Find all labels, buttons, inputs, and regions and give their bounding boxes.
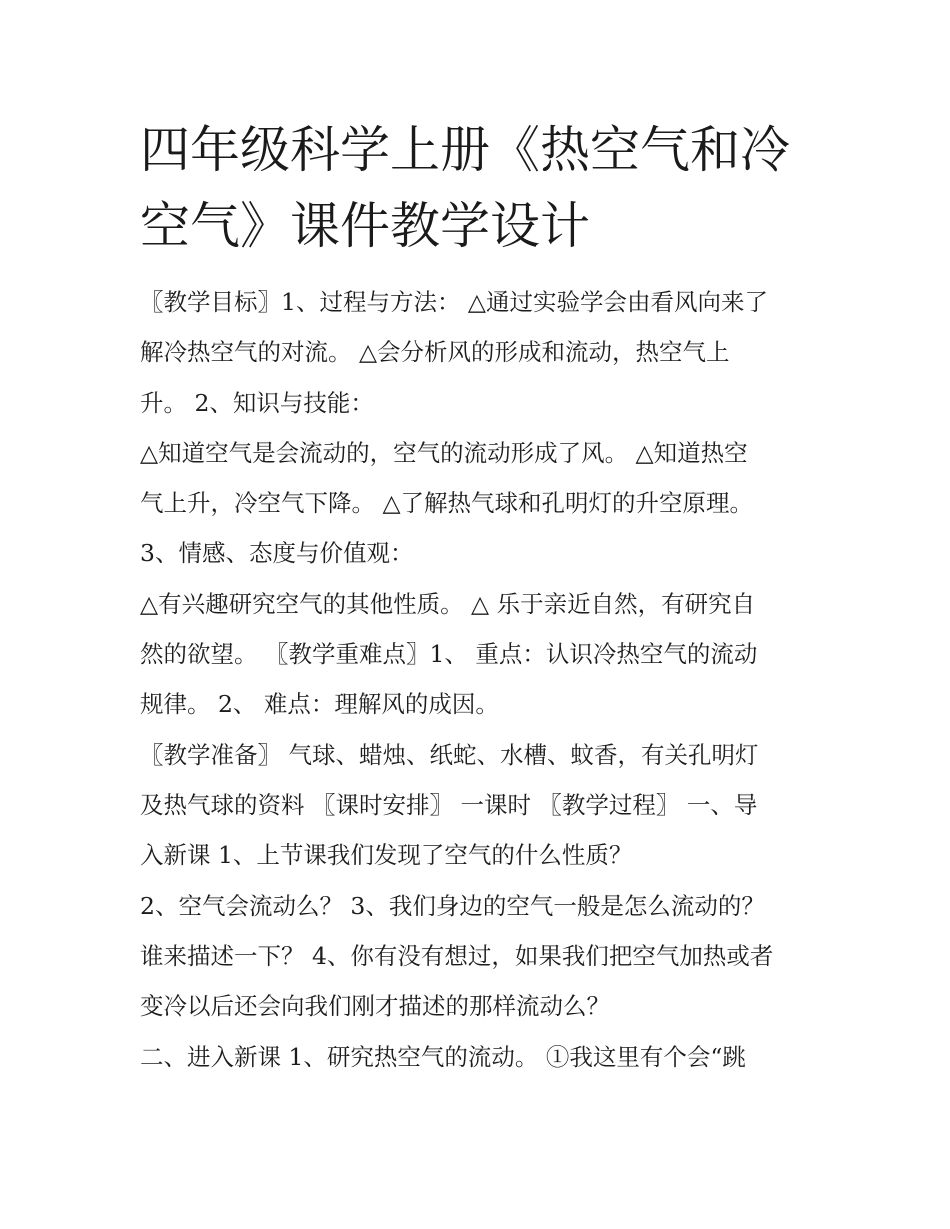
body-line-8: 然的欲望。 〖教学重难点〗1、 重点：认识冷热空气的流动 bbox=[140, 640, 758, 668]
body-line-6: 3、情感、态度与价值观： bbox=[140, 539, 414, 567]
body-line-5: 气上升，冷空气下降。 △了解热气球和孔明灯的升空原理。 bbox=[140, 489, 754, 517]
body-line-4: △知道空气是会流动的，空气的流动形成了风。 △知道热空 bbox=[140, 439, 748, 467]
body-line-2: 解冷热空气的对流。 △会分析风的形成和流动，热空气上 bbox=[140, 338, 730, 366]
body-line-14: 谁来描述一下？ 4、你有没有想过，如果我们把空气加热或者 bbox=[140, 942, 774, 970]
body-line-1: 〖教学目标〗1、过程与方法： △通过实验学会由看风向来了 bbox=[140, 288, 768, 316]
title-line-2: 空气》课件教学设计 bbox=[140, 197, 590, 255]
body-line-12: 入新课 1、上节课我们发现了空气的什么性质？ bbox=[140, 841, 633, 869]
body-line-10: 〖教学准备〗 气球、蜡烛、纸蛇、水槽、蚊香，有关孔明灯 bbox=[140, 741, 759, 769]
body-line-3: 升。 2、知识与技能： bbox=[140, 389, 374, 417]
document-title bbox=[140, 112, 820, 264]
body-line-7: △有兴趣研究空气的其他性质。 △ 乐于亲近自然，有研究自 bbox=[140, 590, 756, 618]
body-line-11: 及热气球的资料 〖课时安排〗 一课时 〖教学过程〗 一、导 bbox=[140, 791, 758, 819]
title-line-1: 四年级科学上册《热空气和冷 bbox=[140, 121, 790, 179]
body-line-9: 规律。 2、 难点：理解风的成因。 bbox=[140, 690, 499, 718]
body-line-16: 二、进入新课 1、研究热空气的流动。 ①我这里有个会“跳 bbox=[140, 1043, 746, 1071]
body-line-13: 2、空气会流动么？ 3、我们身边的空气一般是怎么流动的？ bbox=[140, 892, 765, 920]
body-line-15: 变冷以后还会向我们刚才描述的那样流动么？ bbox=[140, 992, 610, 1020]
